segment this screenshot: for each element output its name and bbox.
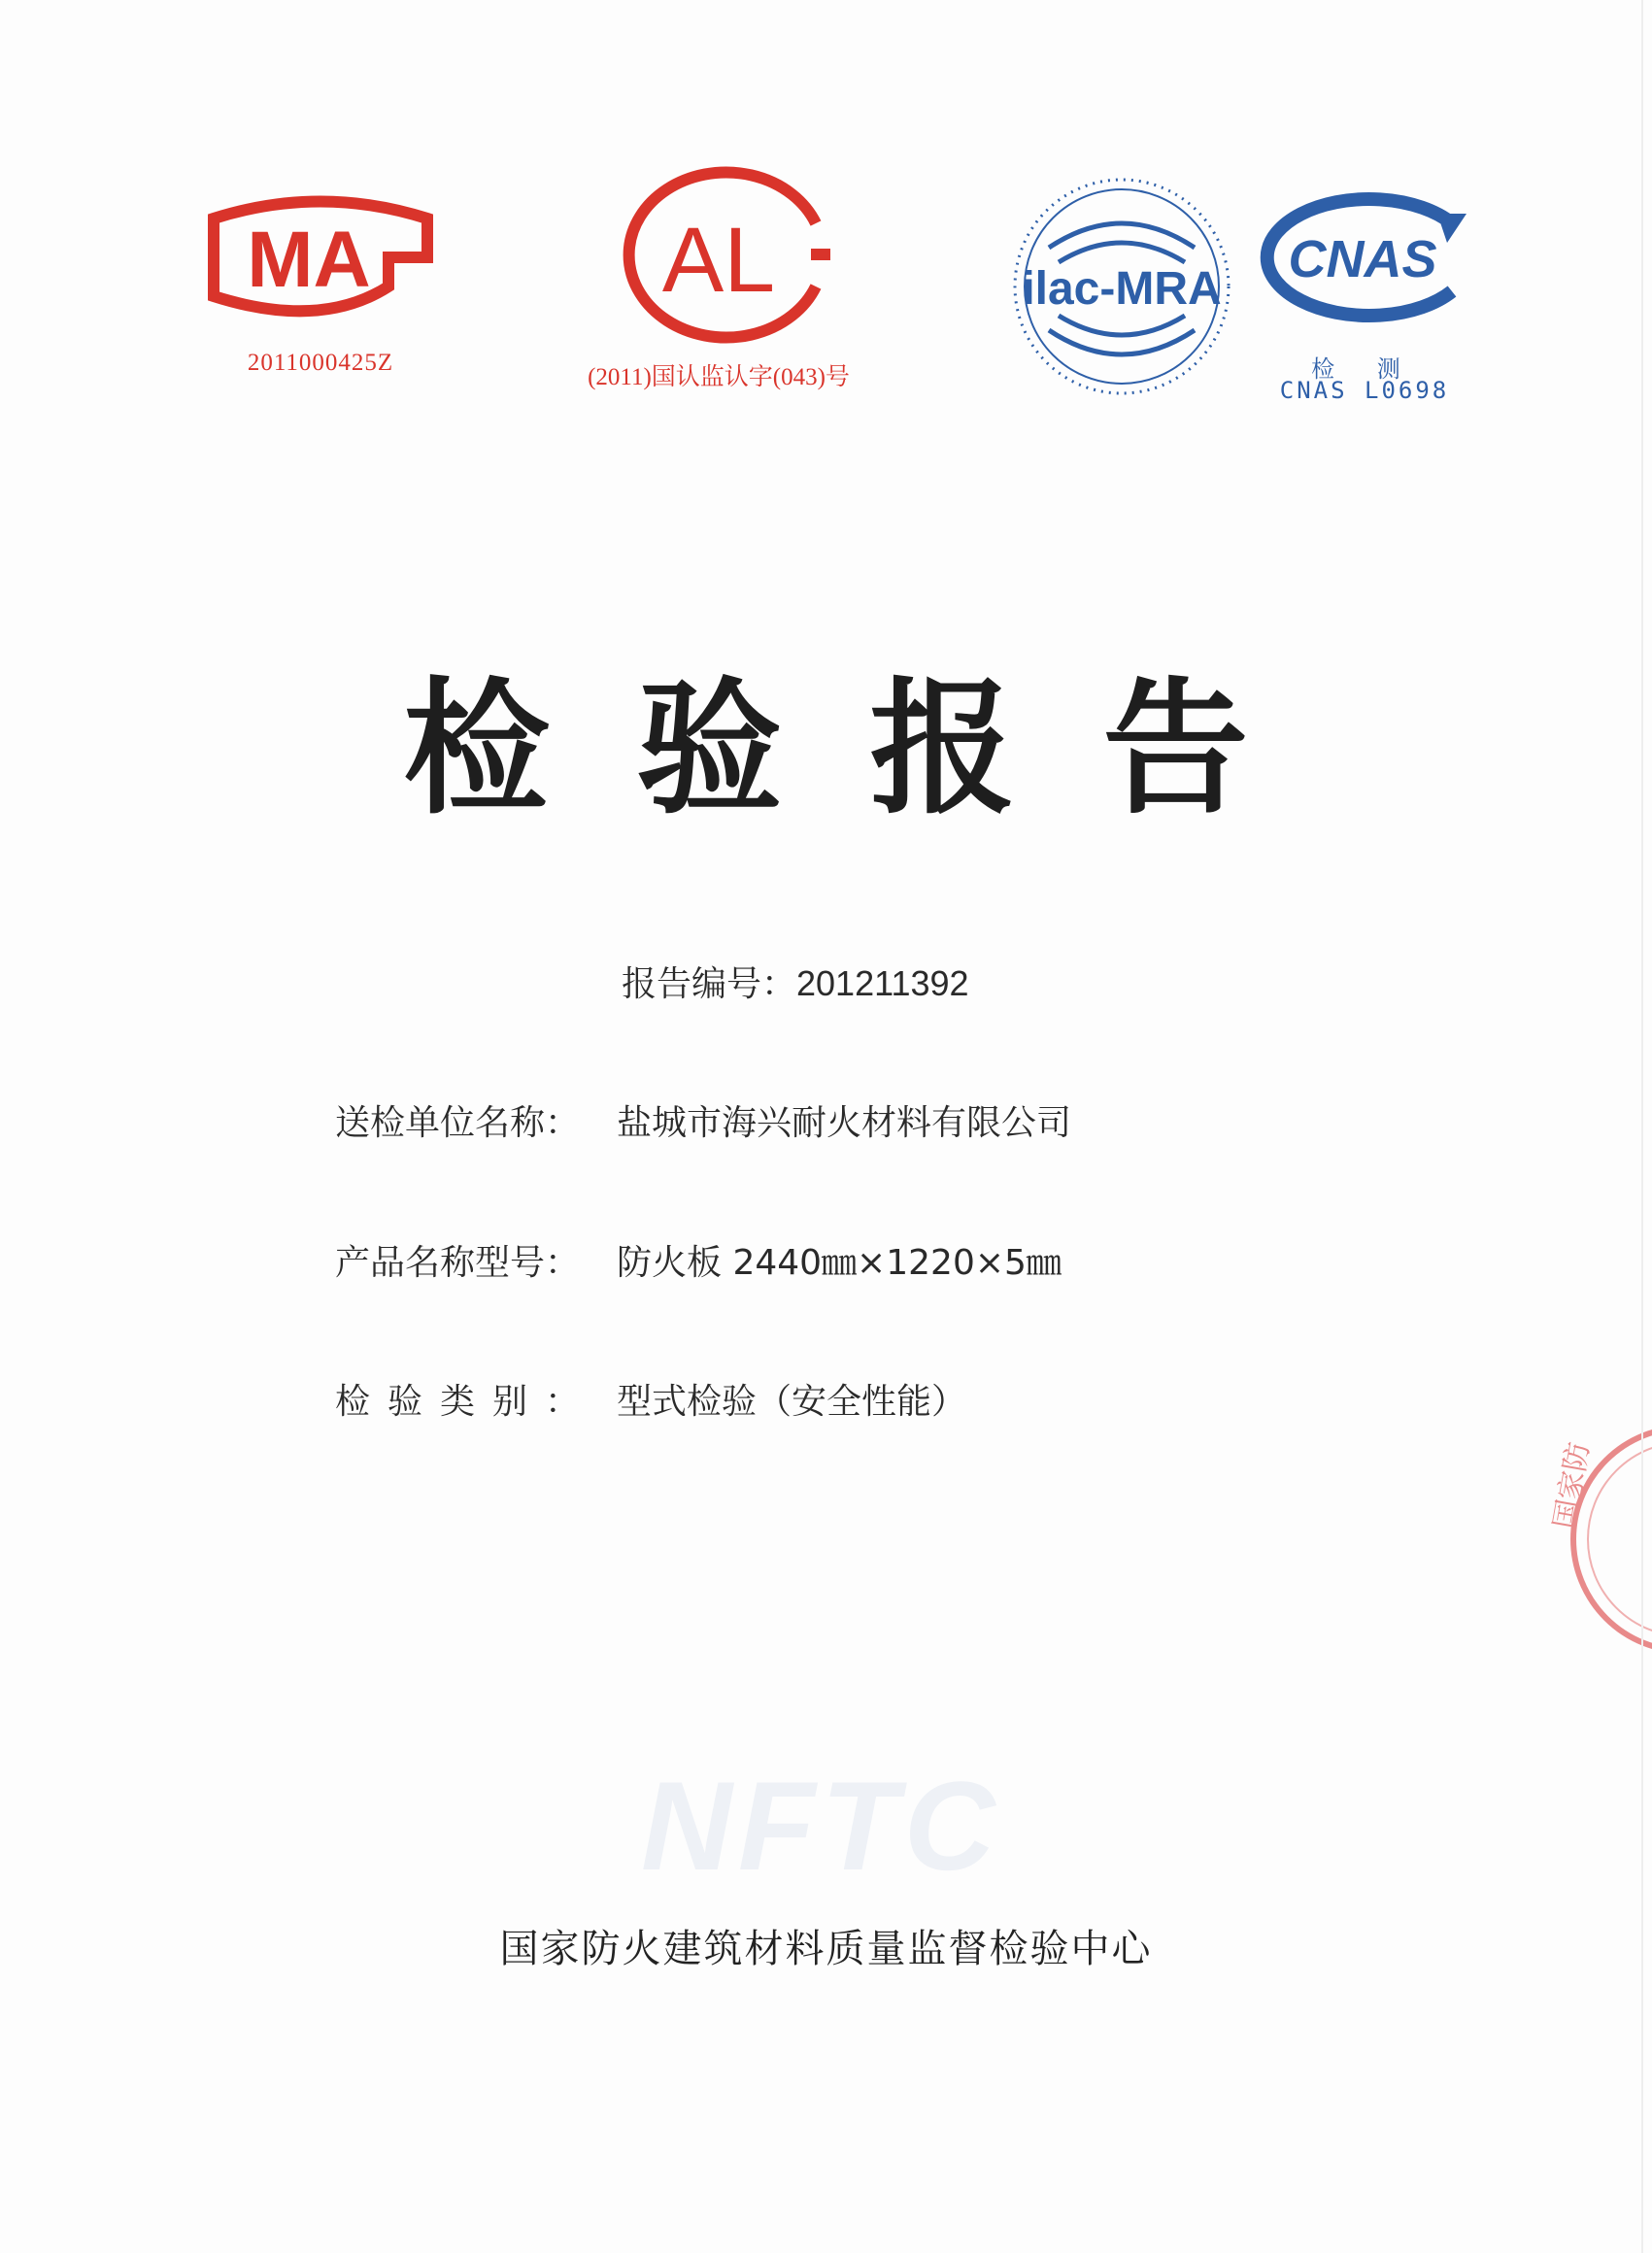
cma-certificate-number: 2011000425Z bbox=[247, 350, 394, 376]
ilac-logo-text: ilac-MRA bbox=[1022, 263, 1222, 315]
client-label: 送检单位名称： bbox=[335, 1103, 581, 1143]
category-value: 型式检验（安全性能） bbox=[617, 1382, 967, 1422]
cnas-subtitle: 检 测 bbox=[1311, 355, 1418, 383]
cma-logo bbox=[194, 189, 447, 325]
category-label: 检验类别： bbox=[335, 1382, 598, 1422]
cma-logo-text: MA bbox=[247, 216, 371, 304]
report-number-label: 报告编号： bbox=[622, 964, 797, 1004]
issuer-name: 国家防火建筑材料质量监督检验中心 bbox=[499, 1927, 1153, 1971]
cnas-logo-text: CNAS bbox=[1288, 230, 1437, 288]
category-row bbox=[335, 1374, 966, 1424]
cal-certificate-number: (2011)国认监认字(043)号 bbox=[588, 364, 850, 390]
ilac-mra-logo bbox=[1005, 170, 1238, 403]
client-value: 盐城市海兴耐火材料有限公司 bbox=[617, 1103, 1072, 1143]
report-number-row bbox=[622, 957, 969, 1006]
client-row bbox=[335, 1095, 1071, 1145]
page-edge bbox=[1641, 0, 1643, 2253]
product-row bbox=[335, 1235, 1062, 1285]
seal-text: 国家防 bbox=[1547, 1439, 1597, 1532]
cal-logo-text: AL bbox=[661, 209, 776, 312]
cnas-accreditation-code: CNAS L0698 bbox=[1279, 377, 1450, 404]
nftc-watermark: NFTC bbox=[641, 1755, 1001, 1897]
red-seal-stamp bbox=[1547, 1418, 1652, 1661]
page-title: 检验报告 bbox=[403, 665, 1336, 834]
cal-logo bbox=[612, 165, 835, 345]
product-value: 防火板 2440㎜×1220×5㎜ bbox=[617, 1243, 1062, 1283]
product-label: 产品名称型号： bbox=[335, 1243, 581, 1283]
cnas-logo bbox=[1248, 185, 1481, 330]
report-number-value: 201211392 bbox=[796, 963, 969, 1003]
